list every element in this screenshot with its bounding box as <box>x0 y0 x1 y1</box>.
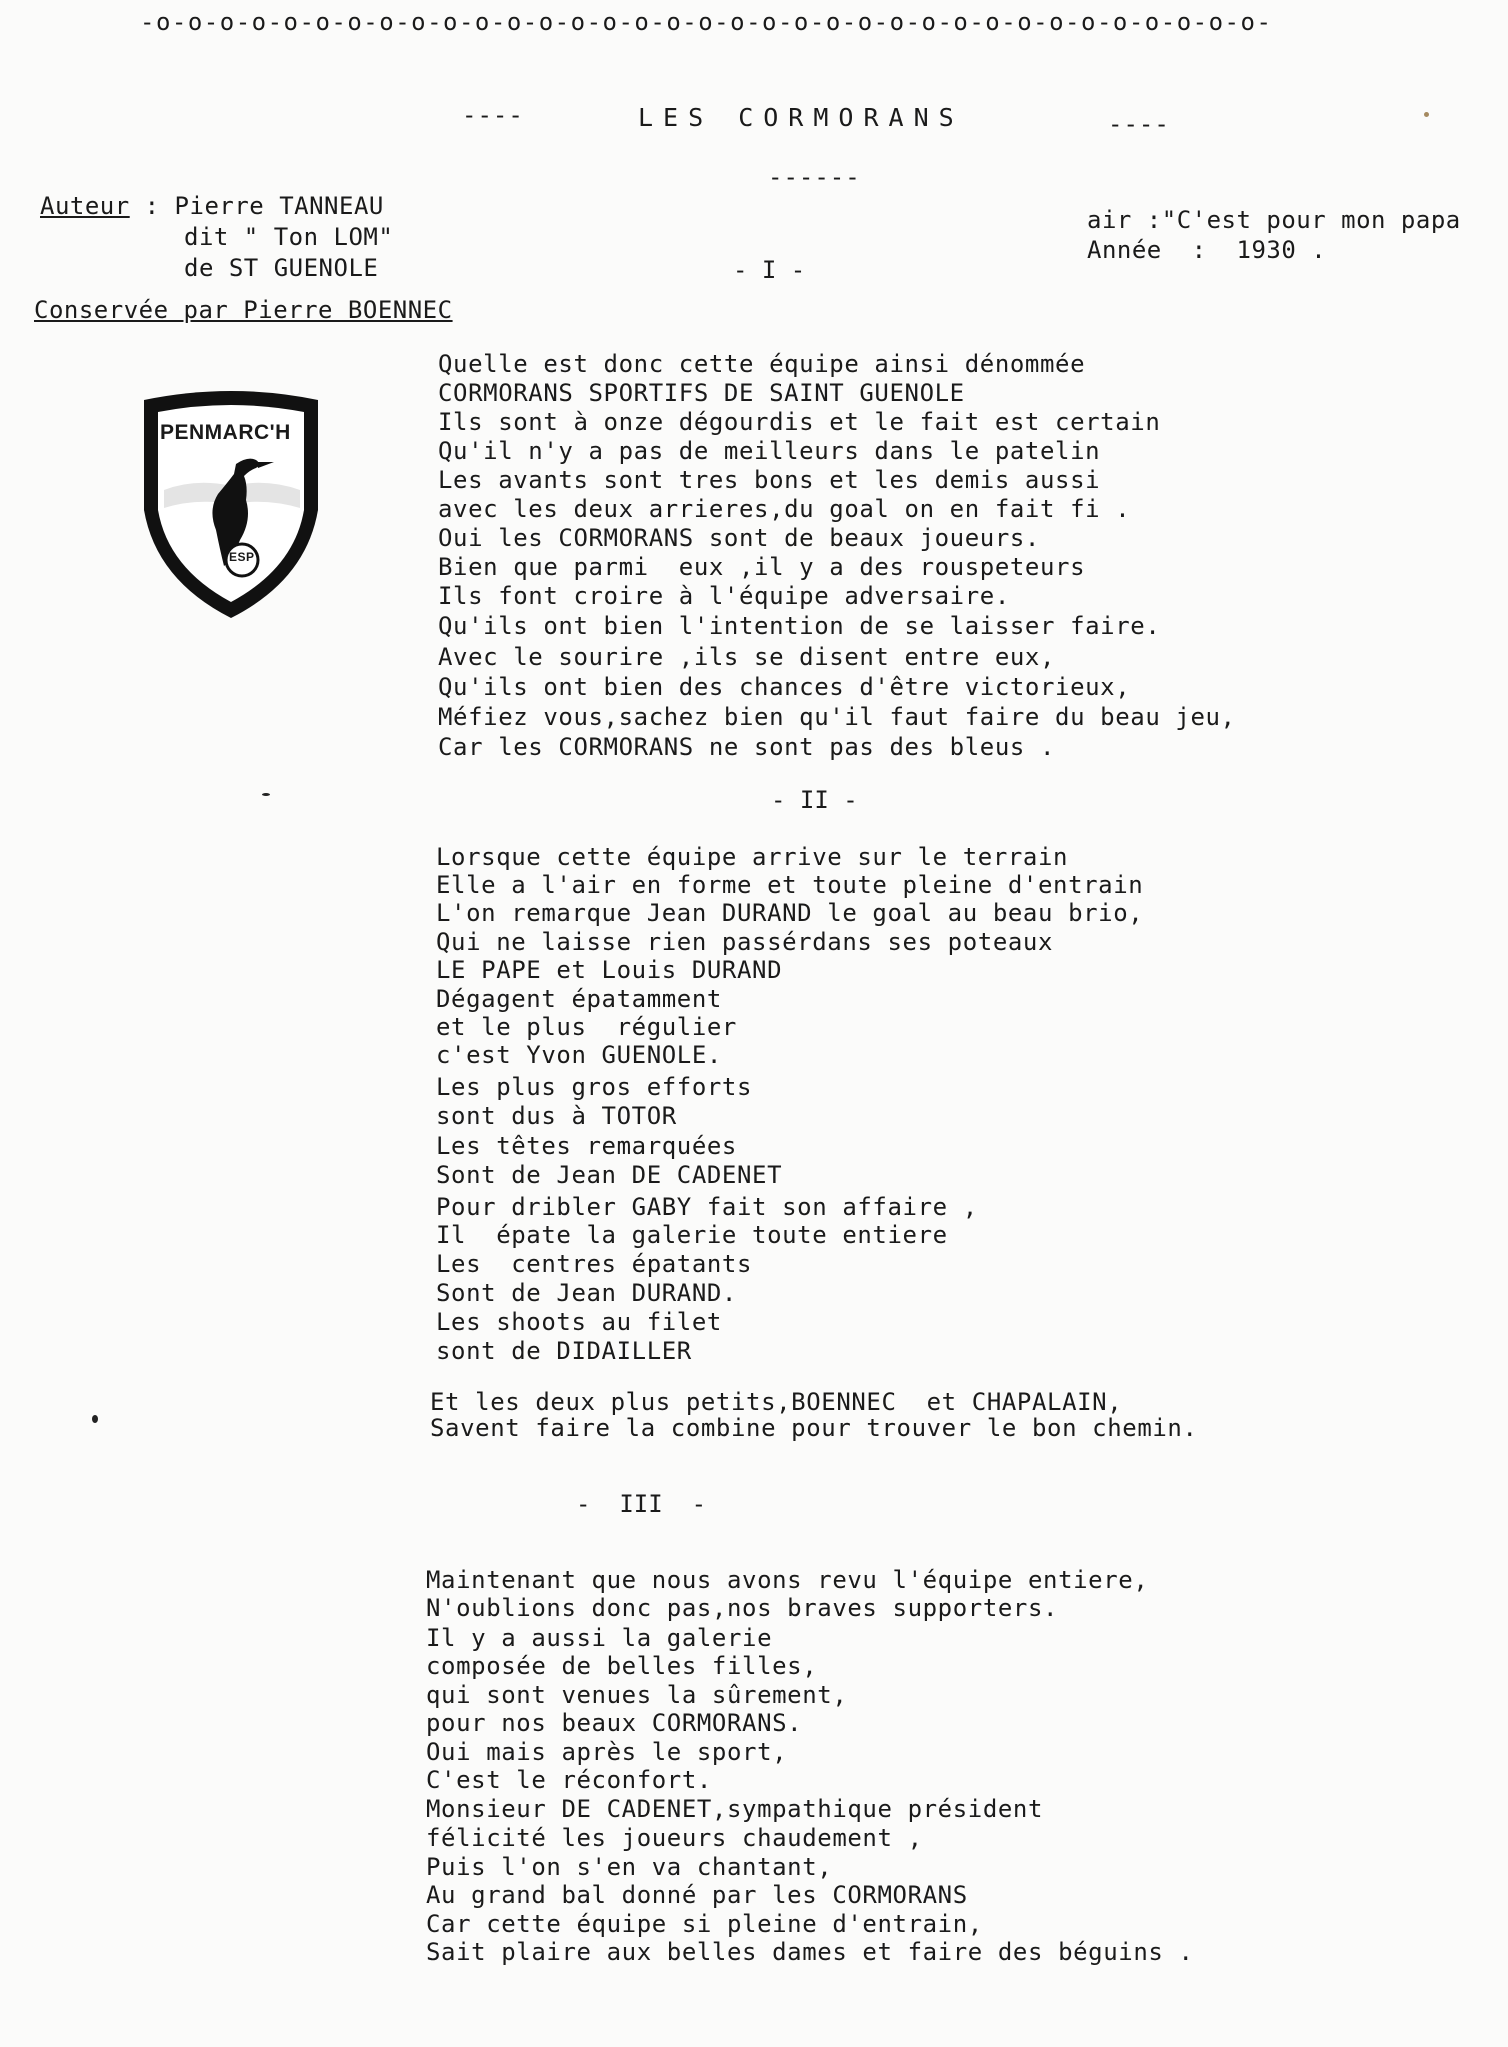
verse-line: Les centres épatants <box>436 1250 753 1278</box>
verse-line: N'oublions donc pas,nos braves supporters. <box>426 1594 1059 1622</box>
verse-line: Qu'il n'y a pas de meilleurs dans le patelin <box>438 437 1101 465</box>
verse-line: L'on remarque Jean DURAND le goal au beau brio, <box>436 899 1144 927</box>
page-title: LES CORMORANS <box>638 103 964 132</box>
verse-line: félicité les joueurs chaudement , <box>426 1824 923 1852</box>
verse-line: Avec le sourire ,ils se disent entre eux, <box>438 643 1056 671</box>
paper-speck <box>262 793 270 796</box>
verse-line: Monsieur DE CADENET,sympathique président <box>426 1795 1044 1823</box>
verse-line: Maintenant que nous avons revu l'équipe entiere, <box>426 1566 1149 1594</box>
verse-line: sont dus à TOTOR <box>436 1102 677 1130</box>
verse-line: LE PAPE et Louis DURAND <box>436 956 783 984</box>
verse-line: Qu'ils ont bien des chances d'être victorieux, <box>438 673 1131 701</box>
crest-badge-text: ESP <box>229 550 255 564</box>
verse-line: Savent faire la combine pour trouver le bon chemin. <box>430 1414 1198 1442</box>
verse-line: Et les deux plus petits,BOENNEC et CHAPALAIN, <box>430 1388 1123 1416</box>
verse-line: composée de belles filles, <box>426 1652 818 1680</box>
crest-text: PENMARC'H <box>160 421 291 444</box>
title-underline: ------ <box>768 163 861 191</box>
verse-line: Il épate la galerie toute entiere <box>436 1221 948 1249</box>
verse-line: Lorsque cette équipe arrive sur le terrain <box>436 843 1069 871</box>
penmarch-crest-logo <box>136 390 326 624</box>
verse-line: Les avants sont tres bons et les demis aussi <box>438 466 1101 494</box>
verse-line: Qui ne laisse rien passérdans ses poteaux <box>436 928 1054 956</box>
conserved-by: Conservée par Pierre BOENNEC <box>34 296 453 324</box>
verse-line: CORMORANS SPORTIFS DE SAINT GUENOLE <box>438 379 965 407</box>
verse-line: Pour dribler GABY fait son affaire , <box>436 1193 978 1221</box>
verse-line: Il y a aussi la galerie <box>426 1624 773 1652</box>
verse-line: sont de DIDAILLER <box>436 1337 692 1365</box>
verse-line: Sont de Jean DE CADENET <box>436 1161 783 1189</box>
verse-line: Les têtes remarquées <box>436 1132 737 1160</box>
verse-line: Quelle est donc cette équipe ainsi dénommée <box>438 350 1086 378</box>
verse-line: Car cette équipe si pleine d'entrain, <box>426 1910 983 1938</box>
verse-line: C'est le réconfort. <box>426 1766 712 1794</box>
verse-line: Ils sont à onze dégourdis et le fait est certain <box>438 408 1161 436</box>
decorative-border: -o-o-o-o-o-o-o-o-o-o-o-o-o-o-o-o-o-o-o-o-o-o-o-o-o-o-o-o-o-o-o-o-o-o-o- <box>140 8 1273 36</box>
verse-line: Sont de Jean DURAND. <box>436 1279 737 1307</box>
author-name: : Pierre TANNEAU <box>129 192 384 220</box>
author-nickname: dit " Ton LOM" <box>184 223 394 251</box>
section-numeral-1: - I - <box>733 256 806 284</box>
verse-line: Les plus gros efforts <box>436 1073 753 1101</box>
verse-line: Les shoots au filet <box>436 1308 722 1336</box>
verse-line: Sait plaire aux belles dames et faire des béguins . <box>426 1938 1194 1966</box>
verse-line: Au grand bal donné par les CORMORANS <box>426 1881 968 1909</box>
paper-speck <box>1424 112 1429 117</box>
section-numeral-2: - II - <box>771 786 858 814</box>
verse-line: qui sont venues la sûrement, <box>426 1681 848 1709</box>
author-block <box>40 194 384 218</box>
verse-line: et le plus régulier <box>436 1013 737 1041</box>
verse-line: Qu'ils ont bien l'intention de se laisser faire. <box>438 612 1161 640</box>
author-label: Auteur <box>40 192 130 220</box>
author-origin: de ST GUENOLE <box>184 254 379 282</box>
verse-line: c'est Yvon GUENOLE. <box>436 1041 722 1069</box>
section-numeral-3: - III - <box>576 1490 707 1518</box>
verse-line: Puis l'on s'en va chantant, <box>426 1853 833 1881</box>
verse-line: Elle a l'air en forme et toute pleine d'entrain <box>436 871 1144 899</box>
paper-speck <box>92 1415 98 1423</box>
verse-line: Dégagent épatamment <box>436 985 722 1013</box>
verse-line: Car les CORMORANS ne sont pas des bleus . <box>438 733 1056 761</box>
verse-line: Oui mais après le sport, <box>426 1738 788 1766</box>
title-right-dash: ---- <box>1108 110 1170 138</box>
verse-line: avec les deux arrieres,du goal on en fait fi . <box>438 495 1131 523</box>
year: Année : 1930 . <box>1087 236 1327 264</box>
air-tune: air :"C'est pour mon papa <box>1087 206 1461 234</box>
verse-line: Méfiez vous,sachez bien qu'il faut faire du beau jeu, <box>438 703 1236 731</box>
verse-line: pour nos beaux CORMORANS. <box>426 1709 803 1737</box>
verse-line: Oui les CORMORANS sont de beaux joueurs. <box>438 524 1040 552</box>
verse-line: Bien que parmi eux ,il y a des rouspeteurs <box>438 553 1086 581</box>
verse-line: Ils font croire à l'équipe adversaire. <box>438 582 1010 610</box>
title-left-dash: ---- <box>462 101 524 129</box>
